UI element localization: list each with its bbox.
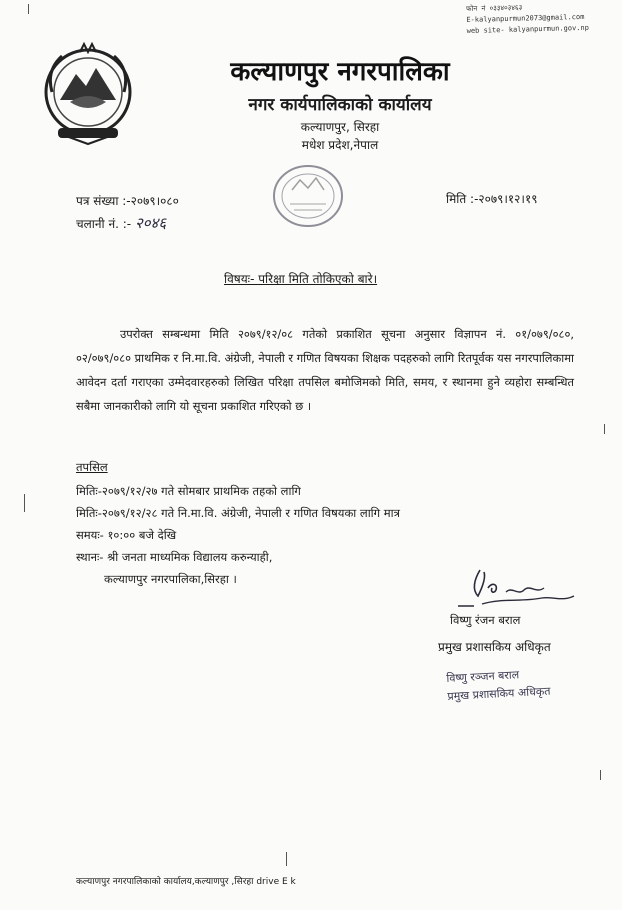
- reference-block: [76, 190, 179, 235]
- signature-stamp: [446, 665, 551, 706]
- office-seal-stamp: [268, 160, 348, 232]
- org-address: [250, 118, 430, 154]
- contact-website: web site- kalyanpurmun.gov.np: [466, 23, 589, 35]
- org-subtitle: नगर कार्यपालिकाको कार्यालय: [248, 95, 432, 115]
- chalani-row: [76, 212, 179, 235]
- contact-phone: फोन नं ०३३४०३४६३: [466, 3, 523, 13]
- stamp-name: विष्णु रञ्जन बराल: [446, 668, 520, 685]
- org-title: कल्याणपुर नगरपालिका: [230, 57, 450, 87]
- scan-mark: [600, 770, 607, 780]
- chalani-number: २०४६: [134, 214, 167, 232]
- address-line-1: कल्याणपुर, सिरहा: [300, 120, 380, 134]
- scan-mark: [24, 494, 31, 512]
- chalani-label: चलानी नं. :-: [76, 217, 132, 231]
- patra-sankhya: पत्र संख्या :-२०७९।०८०: [76, 194, 179, 208]
- details-heading: तपसिल: [76, 460, 108, 474]
- signatory-name: विष्णु रंजन बराल: [450, 613, 521, 627]
- detail-line-2: मितिः-२०७९/१२/२८ गते नि.मा.वि. अंग्रेजी, नेपाली र गणित विषयका लागि मात्र: [76, 506, 400, 520]
- detail-line-1: मितिः-२०७९/१२/२७ गते सोमबार प्राथमिक तहको लागि: [76, 484, 301, 498]
- letter-date: मिति :-२०७९।१२।१९: [446, 192, 538, 206]
- scan-mark: [604, 424, 611, 434]
- detail-line-5: कल्याणपुर नगरपालिका,सिरहा ।: [104, 572, 237, 586]
- scan-mark: [286, 852, 293, 866]
- subject-line: विषयः- परिक्षा मिति तोकिएको बारे।: [224, 272, 378, 286]
- contact-email: E-kalyanpurmun2073@gmail.com: [466, 12, 585, 24]
- stamp-title: प्रमुख प्रशासकिय अधिकृत: [447, 684, 551, 703]
- contact-info: [466, 1, 589, 37]
- scan-mark: [28, 4, 35, 14]
- body-paragraph: उपरोक्त सम्बन्धमा मिति २०७९/१२/०८ गतेको प्रकाशित सूचना अनुसार विज्ञापन नं. ०१/०७९/०८०, ०२/०७९/०८० प्राथमिक र नि.मा.वि. अंग्रेजी, नेपाली र गणित विषयका शिक्षक पदहरुको लागि रितपूर्वक यस नगरपालिकामा आवेदन दर्ता गराएका उम्मेदवारहरुको लिखित परिक्षा तपसिल बमोजिमको मिति, समय, र स्थानमा हुने व्यहोरा सम्बन्धित सबैमा जानकारीको लागि यो सूचना प्रकाशित गरिएको छ ।: [76, 327, 574, 413]
- handwritten-signature: [452, 558, 582, 618]
- signatory-title: प्रमुख प्रशासकिय अधिकृत: [438, 640, 551, 654]
- detail-line-3: समयः- १०:०० बजे देखि: [76, 528, 177, 542]
- footer-text: कल्याणपुर नगरपालिकाको कार्यालय,कल्याणपुर ,सिरहा drive E k: [76, 877, 296, 887]
- address-line-2: मधेश प्रदेश,नेपाल: [301, 138, 379, 152]
- detail-line-4: स्थानः- श्री जनता माध्यमिक विद्यालय करुन्याही,: [76, 550, 273, 564]
- nepal-emblem-icon: [40, 40, 136, 150]
